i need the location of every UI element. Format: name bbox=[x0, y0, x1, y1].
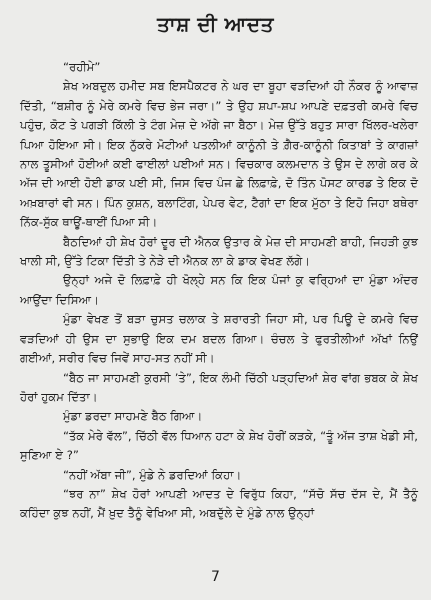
paragraph: ਬੈਠਦਿਆਂ ਹੀ ਸ਼ੇਖ ਹੋਰਾਂ ਦੂਰ ਦੀ ਐਨਕ ਉਤਾਰ ਕੇ ਮੇਜ਼ ਦੀ ਸਾਹਮਣੀ ਬਾਹੀ, ਜਿਹੜੀ ਕੁਝ ਖਾਲੀ ਸੀ, ਉੱਤੇ ਟਿਕਾ ਦਿੱਤੀ ਤੇ ਨੇੜੇ ਦੀ ਐਨਕ ਲਾ ਕੇ ਡਾਕ ਵੇਖਣ ਲੱਗੇ। bbox=[20, 234, 418, 269]
page-number: 7 bbox=[211, 569, 220, 585]
paragraph: ਸ਼ੇਖ ਅਬਦੁਲ ਹਮੀਦ ਸਬ ਇਸਪੈਕਟਰ ਨੇ ਘਰ ਦਾ ਬੂਹਾ ਵੜਦਿਆਂ ਹੀ ਨੌਕਰ ਨੂੰ ਆਵਾਜ਼ ਦਿੱਤੀ, “ਬਸ਼ੀਰ ਨੂੰ ਮੇਰੇ ਕਮਰੇ ਵਿਚ ਭੇਜ ਜਰਾ।” ਤੇ ਉਹ ਸ਼ਪਾ-ਸ਼ਪ ਆਪਣੇ ਦਫ਼ਤਰੀ ਕਮਰੇ ਵਿਚ ਪਹੁੰਚ, ਕੋਟ ਤੇ ਪਗੜੀ ਕਿੱਲੀ ਤੇ ਟੰਗ ਮੇਜ਼ ਦੇ ਅੱਗੇ ਜਾ ਬੈਠਾ। ਮੇਜ਼ ਉੱਤੇ ਬਹੁਤ ਸਾਰਾ ਖਿੱਲਰ-ਖਲੇਰਾ ਪਿਆ ਹੋਇਆ ਸੀ। ਇਕ ਨੁੱਕਰੇ ਮੋਟੀਆਂ ਪਤਲੀਆਂ ਕਾਨੂੰਨੀ ਤੇ ਗ਼ੈਰ-ਕਾਨੂੰਨੀ ਕਿਤਾਬਾਂ ਤੇ ਕਾਗਜ਼ਾਂ ਨਾਲ ਤੂਸੀਆਂ ਹੋਈਆਂ ਕਈ ਫਾਈਲਾਂ ਪਈਆਂ ਸਨ। ਵਿਚਕਾਰ ਕਲਮਦਾਨ ਤੇ ਉਸ ਦੇ ਲਾਗੇ ਕਰ ਕੇ ਅੱਜ ਦੀ ਆਈ ਹੋਈ ਡਾਕ ਪਈ ਸੀ, ਜਿਸ ਵਿਚ ਪੰਜ ਛੇ ਲਿਫ਼ਾਫ਼ੇ, ਦੋ ਤਿੰਨ ਪੋਸਟ ਕਾਰਡ ਤੇ ਇਕ ਦੋ ਅਖ਼ਬਾਰਾਂ ਵੀ ਸਨ। ਪਿੰਨ ਕੁਸ਼ਨ, ਬਲਾਟਿੰਗ, ਪੇਪਰ ਵੇਟ, ਟੈਗਾਂ ਦਾ ਇਕ ਮੁੱਠਾ ਤੇ ਇਹੋ ਜਿਹਾ ਬਥੇਰਾ ਨਿੱਕ-ਸੁੱਕ ਥਾਊਂ-ਥਾਈਂ ਪਿਆ ਸੀ। bbox=[20, 79, 418, 230]
body-text bbox=[20, 58, 418, 524]
paragraph: “ਝਰ ਨਾ” ਸ਼ੇਖ ਹੋਰਾਂ ਆਪਣੀ ਆਦਤ ਦੇ ਵਿਰੁੱਧ ਕਿਹਾ, “ਸੱਚੋ ਸੱਚ ਦੱਸ ਦੇ, ਮੈਂ ਤੈਨੂੰ ਕਹਿੰਦਾ ਕੁਝ ਨਹੀਂ, ਮੈਂ ਖ਼ੁਦ ਤੈਨੂੰ ਵੇਖਿਆ ਸੀ, ਅਬਦੁੱਲੇ ਦੇ ਮੁੰਡੇ ਨਾਲ ਉਨ੍ਹਾਂ bbox=[20, 486, 418, 521]
paragraph: “ਤੱਕ ਮੇਰੇ ਵੱਲ”, ਚਿੱਠੀ ਵੱਲ ਧਿਆਨ ਹਟਾ ਕੇ ਸ਼ੇਖ ਹੋਰੀਂ ਕੜਕੇ, “ਤੂੰ ਅੱਜ ਤਾਸ਼ ਖੇਡੀ ਸੀ, ਸੁਣਿਆ ਏ ?” bbox=[20, 428, 418, 463]
paragraph: ਉਨ੍ਹਾਂ ਅਜੇ ਦੋ ਲਿਫ਼ਾਫ਼ੇ ਹੀ ਖੋਲ੍ਹੇ ਸਨ ਕਿ ਇਕ ਪੰਜਾਂ ਕੁ ਵਰ੍ਹਿਆਂ ਦਾ ਮੁੰਡਾ ਅੰਦਰ ਆਉਂਦਾ ਦਿਸਿਆ। bbox=[20, 273, 418, 307]
paragraph: “ਨਹੀਂ ਅੱਬਾ ਜੀ”, ਮੁੰਡੇ ਨੇ ਡਰਦਿਆਂ ਕਿਹਾ। bbox=[63, 467, 242, 482]
paragraph: “ਰਹੀਮੇ” bbox=[63, 60, 101, 74]
paragraph: ਮੁੰਡਾ ਡਰਦਾ ਸਾਹਮਣੇ ਬੈਠ ਗਿਆ। bbox=[63, 409, 203, 424]
chapter-title: ਤਾਸ਼ ਦੀ ਆਦਤ bbox=[157, 12, 274, 36]
paragraph: “ਬੈਠ ਜਾ ਸਾਹਮਣੀ ਕੁਰਸੀ ’ਤੇ”, ਇਕ ਲੰਮੀ ਚਿੱਠੀ ਪੜ੍ਹਦਿਆਂ ਸ਼ੇਰ ਵਾਂਗ ਭਬਕ ਕੇ ਸ਼ੇਖ ਹੋਰਾਂ ਹੁਕਮ ਦਿੱਤਾ। bbox=[20, 370, 418, 404]
paragraph: ਮੁੰਡਾ ਵੇਖਣ ਤੋਂ ਬੜਾ ਚੁਸਤ ਚਲਾਕ ਤੇ ਸ਼ਰਾਰਤੀ ਜਿਹਾ ਸੀ, ਪਰ ਪਿਊ ਦੇ ਕਮਰੇ ਵਿਚ ਵੜਦਿਆਂ ਹੀ ਉਸ ਦਾ ਸੁਭਾਉ ਇਕ ਦਮ ਬਦਲ ਗਿਆ। ਚੰਚਲ ਤੇ ਫੁਰਤੀਲੀਆਂ ਅੱਖਾਂ ਨਿਉਂ ਗਈਆਂ, ਸਰੀਰ ਵਿਚ ਜਿਵੇਂ ਸਾਹ-ਸਤ ਨਹੀਂ ਸੀ। bbox=[20, 312, 418, 366]
